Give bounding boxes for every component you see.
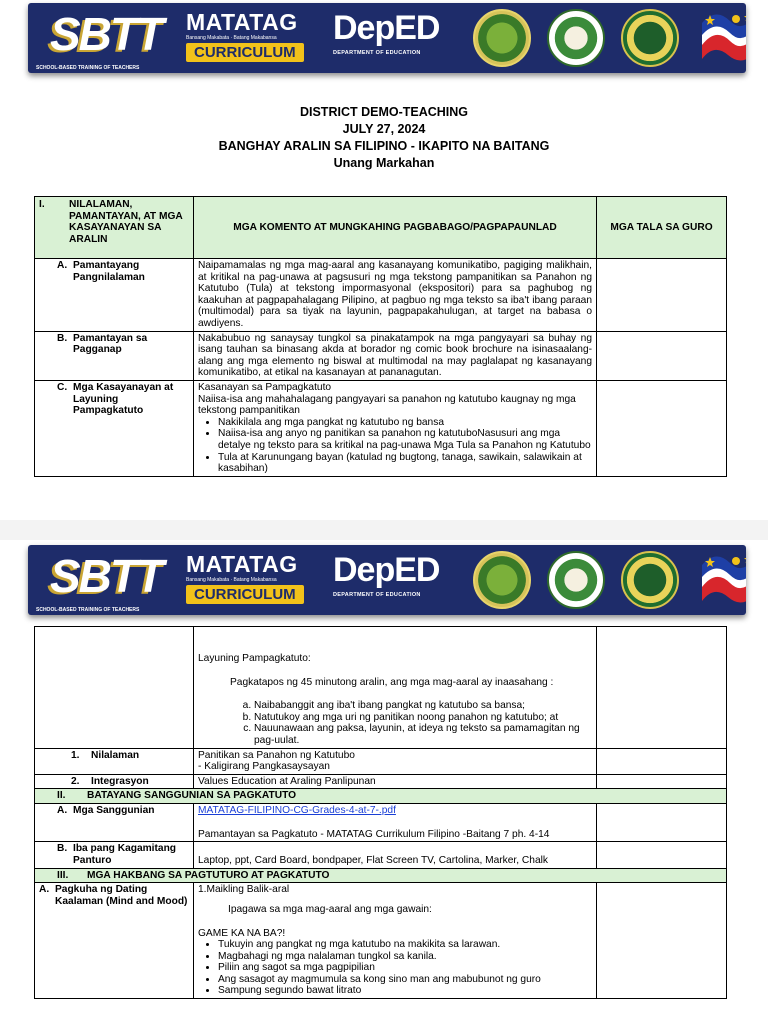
list-item: c. Nauunawaan ang paksa, layunin, at ideya ng teksto sa pamamagitan ng pag-uulat. bbox=[254, 723, 592, 746]
deped-logo: DepED DEPARTMENT OF EDUCATION bbox=[333, 551, 440, 598]
table-row: A. Pamantayang Pangnilalaman Naipamamalas ng mga mag-aaral ang kasanayang komunikatibo, pagiging malikhain, at kritikal na pag-unawa at pagsusuri ng mga tekstong pampanitikan sa Panahon ng Katutubo (Tula) at tekstong impormasyonal (ekspositori) para sa paghubog ng kaakuhan at pagpapahalagang Pilipino, at pagbuo ng mga teksto sa iba't ibang paraan (multimodal) para sa tiyak na layunin, pagpapakahulugan, at target na babasa o awdiyens. bbox=[35, 259, 727, 332]
list-item: • Ang sasagot ay magmumula sa kong sino man ang mabubunot ng guro bbox=[218, 974, 592, 986]
school-seal-icon bbox=[621, 9, 679, 67]
title-line-4: Unang Markahan bbox=[333, 156, 435, 170]
notes-cell bbox=[597, 627, 727, 749]
document-title bbox=[0, 104, 768, 172]
matatag-curriculum-logo: MATATAG Bansang Makabata · Batang Makabansa CURRICULUM bbox=[186, 551, 324, 604]
list-item: • Tula at Karunungang bayan (katulad ng bugtong, tanaga, sawikain, salawikain at kasabihan) bbox=[218, 452, 592, 475]
kagawaran-seal-icon bbox=[547, 551, 605, 609]
notes-cell bbox=[597, 259, 727, 332]
table-row bbox=[35, 627, 727, 749]
table-row: 2. Integrasyon Values Education at Araling Panlipunan bbox=[35, 774, 727, 789]
list-item: • Magbahagi ng mga nalalaman tungkol sa kanila. bbox=[218, 951, 592, 963]
document-page-2 bbox=[0, 540, 768, 1024]
sbtt-logo: SBTT SCHOOL-BASED TRAINING OF TEACHERS bbox=[36, 550, 163, 613]
header-cell-tala: MGA TALA SA GURO bbox=[597, 197, 727, 259]
school-seal-icon bbox=[621, 551, 679, 609]
nilalaman-cell: Panitikan sa Panahon ng Katutubo - Kaligirang Pangkasaysayan bbox=[194, 748, 597, 774]
table-row: A. Mga Sanggunian MATATAG-FILIPINO-CG-Grades-4-at-7-.pdf Pamantayan sa Pagkatuto - MATATAG Currikulum Filipino -Baitang 7 ph. 4-14 bbox=[35, 803, 727, 841]
notes-cell bbox=[597, 842, 727, 869]
notes-cell bbox=[597, 883, 727, 999]
header-banner bbox=[28, 545, 746, 615]
row-a-text: Naipamamalas ng mga mag-aaral ang kasanayang komunikatibo, pagiging malikhain, at kritikal na pag-unawa at pagsusuri ng mga tekstong pampanitikan sa Panahon ng Katutubo (Tula) at tekstong impormasyonal (ekspositori) para sa paghubog ng kaakuhan at pagpapahalagang Pilipino, at pagbuo ng mga teksto sa iba't ibang paraan (multimodal) para sa tiyak na layunin, pagpapakahulugan, at target na babasa o awdiyens. bbox=[194, 259, 597, 332]
lesson-table-1 bbox=[34, 196, 727, 477]
list-item: • Tukuyin ang pangkat ng mga katutubo na makikita sa larawan. bbox=[218, 939, 592, 951]
kagawaran-seal-icon bbox=[547, 9, 605, 67]
notes-cell bbox=[597, 748, 727, 774]
deped-logo: DepED DEPARTMENT OF EDUCATION bbox=[333, 9, 440, 56]
philippine-flag-icon bbox=[696, 9, 746, 67]
title-line-1: DISTRICT DEMO-TEACHING bbox=[299, 105, 469, 119]
header-cell-komento: MGA KOMENTO AT MUNGKAHING PAGBABAGO/PAGPAPAUNLAD bbox=[194, 197, 597, 259]
section-row-ii: II. BATAYANG SANGGUNIAN SA PAGKATUTO bbox=[35, 789, 727, 804]
table-header-row bbox=[35, 197, 727, 259]
table-row: A. Pagkuha ng Dating Kaalaman (Mind and Mood) 1.Maikling Balik-aral Ipagawa sa mga mag-aaral ang mga gawain: GAME KA NA BA?! • Tukuyin ang pangkat ng mga katutubo na makikita sa larawan. • Magbahagi ng mga nalalaman tungkol sa kanila. • Piliin ang sagot sa mga pagpipilian • Ang sasagot ay magmumula sa kong sino man ang mabubunot ng guro • Sampung segundo bawat litrato bbox=[35, 883, 727, 999]
notes-cell bbox=[597, 803, 727, 841]
list-item: a. Naibabanggit ang iba't ibang pangkat ng katutubo sa bansa; bbox=[254, 700, 592, 712]
division-seal-icon bbox=[473, 551, 531, 609]
title-line-2: JULY 27, 2024 bbox=[342, 122, 426, 136]
matatag-curriculum-logo: MATATAG Bansang Makabata · Batang Makabansa CURRICULUM bbox=[186, 9, 324, 62]
table-row: C. Mga Kasayanayan at Layuning Pampagkatuto Kasanayan sa Pampagkatuto Naiisa-isa ang mahahalagang pangyayari sa panahon ng katutubo kaugnay ng mga tekstong pampanitikan • Nakikilala ang mga pangkat ng katutubo ng bansa • Naiisa-isa ang anyo ng panitikan sa panahon ng katutuboNasusuri ang mga detalye ng teksto para sa kritikal na pag-unawa Mga Tula sa Panahon ng Katutubo • Tula at Karunungang bayan (katulad ng bugtong, tanaga, sawikain, salawikain at kasabihan) bbox=[35, 380, 727, 476]
kagamitan-cell: Laptop, ppt, Card Board, bondpaper, Flat Screen TV, Cartolina, Marker, Chalk bbox=[194, 842, 597, 869]
lesson-table-2 bbox=[34, 626, 727, 999]
division-seal-icon bbox=[473, 9, 531, 67]
integrasyon-cell: Values Education at Araling Panlipunan bbox=[194, 774, 597, 789]
curriculum-guide-link[interactable]: MATATAG-FILIPINO-CG-Grades-4-at-7-.pdf bbox=[198, 804, 396, 816]
list-item: b. Natutukoy ang mga uri ng panitikan noong panahon ng katutubo; at bbox=[254, 712, 592, 724]
list-item: • Naiisa-isa ang anyo ng panitikan sa panahon ng katutuboNasusuri ang mga detalye ng teksto para sa kritikal na pag-unawa Mga Tula sa Panahon ng Katutubo bbox=[218, 428, 592, 451]
table-row: B. Pamantayan sa Pagganap Nakabubuo ng sanaysay tungkol sa pinakatampok na mga pangyayari sa buhay ng isang tauhan sa binasang akda at borador ng comic book brochure na isinasaalang-alang ang mga elemento ng biswal at multimodal na may paglalapat ng kasanayang komunikatibo, at etikal na kasanayan at pananagutan. bbox=[35, 331, 727, 380]
section-row-iii: III. MGA HAKBANG SA PAGTUTURO AT PAGKATUTO bbox=[35, 868, 727, 883]
title-line-3: BANGHAY ARALIN SA FILIPINO - IKAPITO NA BAITANG bbox=[218, 139, 550, 153]
balik-aral-cell: 1.Maikling Balik-aral Ipagawa sa mga mag-aaral ang mga gawain: GAME KA NA BA?! • Tukuyin ang pangkat ng mga katutubo na makikita sa larawan. • Magbahagi ng mga nalalaman tungkol sa kanila. • Piliin ang sagot sa mga pagpipilian • Ang sasagot ay magmumula sa kong sino man ang mabubunot ng guro • Sampung segundo bawat litrato bbox=[194, 883, 597, 999]
philippine-flag-icon bbox=[696, 551, 746, 609]
sbtt-logo: SBTT SCHOOL-BASED TRAINING OF TEACHERS bbox=[36, 8, 163, 71]
row-b-text: Nakabubuo ng sanaysay tungkol sa pinakatampok na mga pangyayari sa buhay ng isang tauhan sa binasang akda at borador ng comic book brochure na isinasaalang-alang ang mga elemento ng biswal at multimodal na may paglalapat ng kasanayang komunikatibo, at etikal na kasanayan at pananagutan. bbox=[194, 331, 597, 380]
layunin-cell: Layuning Pampagkatuto: Pagkatapos ng 45 minutong aralin, ang mga mag-aaral ay inaasahang : a. Naibabanggit ang iba't ibang pangkat ng katutubo sa bansa; b. Natutukoy ang mga uri ng panitikan noong panahon ng katutubo; at c. Nauunawaan ang paksa, layunin, at ideya ng teksto sa pamamagitan ng pag-uulat. bbox=[194, 627, 597, 749]
sanggunian-cell: MATATAG-FILIPINO-CG-Grades-4-at-7-.pdf Pamantayan sa Pagkatuto - MATATAG Currikulum Filipino -Baitang 7 ph. 4-14 bbox=[194, 803, 597, 841]
list-item: • Piliin ang sagot sa mga pagpipilian bbox=[218, 962, 592, 974]
list-item: • Sampung segundo bawat litrato bbox=[218, 985, 592, 997]
table-row: 1. Nilalaman Panitikan sa Panahon ng Katutubo - Kaligirang Pangkasaysayan bbox=[35, 748, 727, 774]
notes-cell bbox=[597, 331, 727, 380]
list-item: • Nakikilala ang mga pangkat ng katutubo ng bansa bbox=[218, 417, 592, 429]
table-row: B. Iba pang Kagamitang Panturo Laptop, ppt, Card Board, bondpaper, Flat Screen TV, Cartolina, Marker, Chalk bbox=[35, 842, 727, 869]
row-c-text: Kasanayan sa Pampagkatuto Naiisa-isa ang mahahalagang pangyayari sa panahon ng katutubo kaugnay ng mga tekstong pampanitikan • Nakikilala ang mga pangkat ng katutubo ng bansa • Naiisa-isa ang anyo ng panitikan sa panahon ng katutuboNasusuri ang mga detalye ng teksto para sa kritikal na pag-unawa Mga Tula sa Panahon ng Katutubo • Tula at Karunungang bayan (katulad ng bugtong, tanaga, sawikain, salawikain at kasabihan) bbox=[194, 380, 597, 476]
notes-cell bbox=[597, 380, 727, 476]
notes-cell bbox=[597, 774, 727, 789]
header-cell-nilalaman: I. NILALAMAN, PAMANTAYAN, AT MGA KASAYANAYAN SA ARALIN bbox=[35, 197, 194, 259]
header-banner bbox=[28, 3, 746, 73]
